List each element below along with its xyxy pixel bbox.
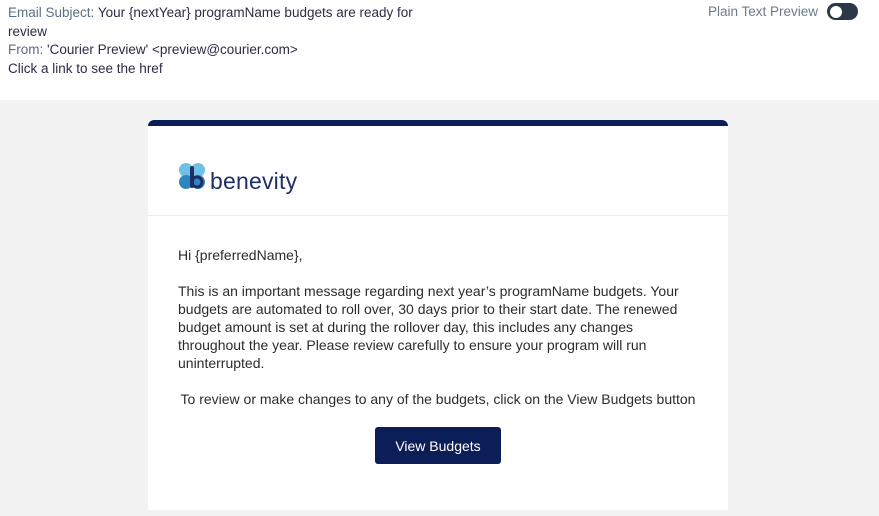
email-meta <box>8 4 448 78</box>
message-paragraph: This is an important message regarding next year’s programName budgets. Your budgets are automated to roll over, 30 days prior to their start date. The renewed budget amount is set at during the rollover day, this includes any changes throughout the year. Please review carefully to ensure your program will run uninterrupted. <box>178 283 679 371</box>
logo-area <box>148 126 728 216</box>
email-card <box>148 120 728 510</box>
subject-line <box>8 4 448 41</box>
subject-label: Email Subject: <box>8 5 95 20</box>
link-hint: Click a link to see the href <box>8 60 163 76</box>
subject-value: Your {nextYear} programName budgets are ready for review <box>8 5 413 39</box>
view-budgets-button[interactable]: View Budgets <box>375 427 501 464</box>
plain-text-toggle-group <box>708 3 858 20</box>
toggle-knob <box>830 6 842 18</box>
preview-header <box>0 0 879 100</box>
from-line <box>8 41 448 60</box>
plain-text-toggle-label: Plain Text Preview <box>707 4 818 19</box>
benevity-logo-icon <box>178 162 208 192</box>
instruction-text: To review or make changes to any of the budgets, click on the View Budgets button <box>180 391 696 407</box>
from-value: 'Courier Preview' <preview@courier.com> <box>47 42 298 57</box>
plain-text-toggle[interactable] <box>827 3 858 20</box>
greeting: Hi {preferredName}, <box>178 247 303 263</box>
email-body <box>148 216 728 408</box>
benevity-logo-text: benevity <box>210 168 298 194</box>
from-label: From: <box>8 42 44 57</box>
